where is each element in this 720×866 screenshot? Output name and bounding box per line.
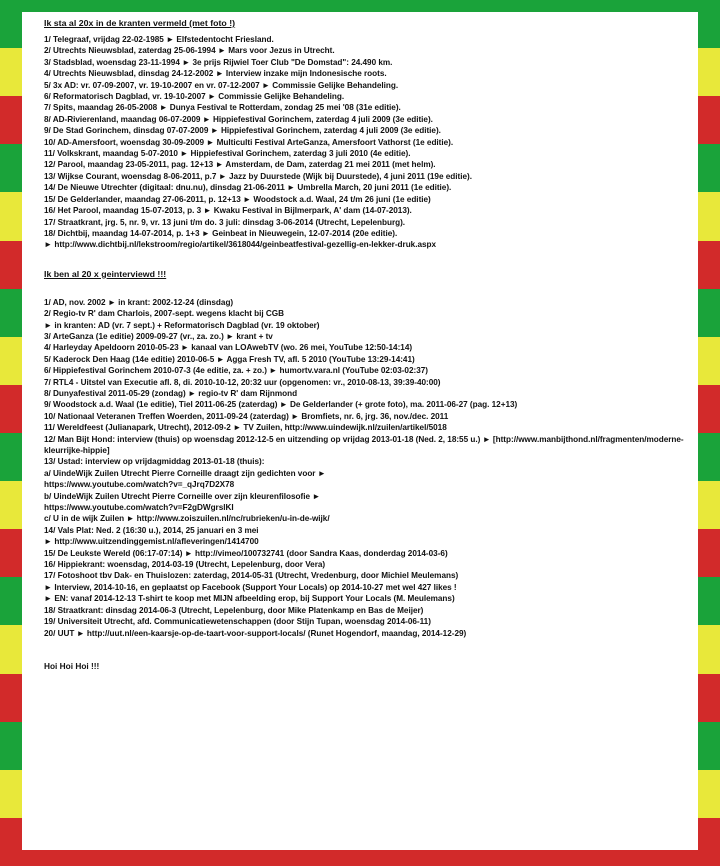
list-item: 10/ Nationaal Veteranen Treffen Woerden, 2011-09-24 (zaterdag) ► Bromfiets, nr. 6, jrg. 36, nov./dec. 2011	[44, 411, 449, 421]
list-item: 5/ Kaderock Den Haag (14e editie) 2010-06-5 ► Agga Fresh TV, afl. 5 2010 (YouTube 13:29-14:41)	[44, 354, 415, 364]
list-item: https://www.youtube.com/watch?v=F2gDWgrslKI	[44, 503, 234, 513]
list-item: 9/ De Stad Gorinchem, dinsdag 07-07-2009 ► Hippiefestival Gorinchem, zaterdag 4 juli 2009 (3e editie).	[44, 126, 441, 136]
list-item: 1/ AD, nov. 2002 ► in krant: 2002-12-24 (dinsdag)	[44, 297, 234, 307]
list-item: 14/ Vals Plat: Ned. 2 (16:30 u.), 2014, 25 januari en 3 mei	[44, 525, 259, 535]
list-item: https://www.youtube.com/watch?v=_qJrq7D2X78	[44, 480, 235, 490]
list-item: 5/ 3x AD: vr. 07-09-2007, vr. 19-10-2007 en vr. 07-12-2007 ► Commissie Gelijke Behandeling.	[44, 80, 399, 90]
list-item: 4/ Harleyday Apeldoorn 2010-05-23 ► kanaal van LOAwebTV (wo. 26 mei, YouTube 12:50-14:14)	[44, 343, 413, 353]
list-item: 6/ Reformatorisch Dagblad, vr. 19-10-2007 ► Commissie Gelijke Behandeling.	[44, 92, 345, 102]
list-item: 14/ De Nieuwe Utrechter (digitaal: dnu.nu), dinsdag 21-06-2011 ► Umbrella March, 20 juni 2011 (1e editie).	[44, 183, 452, 193]
list-item: 17/ Fotoshoot tbv Dak- en Thuislozen: zaterdag, 2014-05-31 (Utrecht, Vredenburg, door Michiel Meulemans)	[44, 571, 459, 581]
list-item: 2/ Utrechts Nieuwsblad, zaterdag 25-06-1994 ► Mars voor Jezus in Utrecht.	[44, 46, 335, 56]
list-item: 20/ UUT ► http://uut.nl/een-kaarsje-op-de-taart-voor-support-locals/ (Runet Hogendorf, maandag, 2014-12-29)	[44, 628, 467, 638]
interview-section-heading: Ik ben al 20 x geinterviewd !!!	[44, 268, 167, 279]
list-item: c/ U in de wijk Zuilen ► http://www.zoiszuilen.nl/nc/rubrieken/u-in-de-wijk/	[44, 514, 330, 524]
list-item: 3/ ArteGanza (1e editie) 2009-09-27 (vr., za. zo.) ► krant + tv	[44, 331, 273, 341]
list-item: 11/ Wereldfeest (Julianapark, Utrecht), 2012-09-2 ► TV Zuilen, http://www.uindewijk.nl/zuilen/artikel/5018	[44, 423, 447, 433]
list-item: 15/ De Gelderlander, maandag 27-06-2011, p. 12+13 ► Woodstock a.d. Waal, 24 t/m 26 juni (1e editie)	[44, 194, 431, 204]
list-item: 4/ Utrechts Nieuwsblad, dinsdag 24-12-2002 ► Interview inzake mijn Indonesische roots.	[44, 69, 387, 79]
list-item: 17/ Straatkrant, jrg. 5, nr. 9, vr. 13 juni t/m do. 3 juli: dinsdag 3-06-2014 (Utrecht, Lepelenburg).	[44, 217, 406, 227]
list-item: 8/ Dunyafestival 2011-05-29 (zondag) ► regio-tv R' dam Rijnmond	[44, 388, 298, 398]
list-item: 2/ Regio-tv R' dam Charlois, 2007-sept. wegens klacht bij CGB	[44, 309, 285, 319]
closing-line: Hoi Hoi Hoi !!!	[44, 660, 100, 671]
list-item: ► Interview, 2014-10-16, en geplaatst op Facebook (Support Your Locals) op 2014-10-27 met wel 427 likes !	[44, 582, 457, 592]
list-item: 3/ Stadsblad, woensdag 23-11-1994 ► 3e prijs Rijwiel Toer Club "De Domstad": 24.490 km.	[44, 57, 393, 67]
document-page	[22, 12, 698, 850]
list-item: ► http://www.uitzendinggemist.nl/afleveringen/1414700	[44, 537, 259, 547]
list-item: ► in kranten: AD (vr. 7 sept.) + Reformatorisch Dagblad (vr. 19 oktober)	[44, 320, 320, 330]
list-item: 16/ Het Parool, maandag 15-07-2013, p. 3 ► Kwaku Festival in Bijlmerpark, A' dam (14-07-2013).	[44, 206, 412, 216]
list-item: 13/ Wijkse Courant, woensdag 8-06-2011, p.7 ► Jazz by Duurstede (Wijk bij Duurstede), 4 juni 2011 (19e editie).	[44, 171, 472, 181]
list-item: 13/ Ustad: interview op vrijdagmiddag 2013-01-18 (thuis):	[44, 457, 265, 467]
newspaper-section-heading: Ik sta al 20x in de kranten vermeld (met foto !)	[44, 18, 236, 28]
list-item: 9/ Woodstock a.d. Waal (1e editie), Tiel 2011-06-25 (zaterdag) ► De Gelderlander (+ grote foto), ma. 2011-06-27 (pag. 12+13)	[44, 400, 518, 410]
list-item: 18/ Straatkrant: dinsdag 2014-06-3 (Utrecht, Lepelenburg, door Mike Platenkamp en Bas de Meijer)	[44, 605, 424, 615]
newspaper-mentions-list	[44, 34, 692, 251]
list-item: 19/ Universiteit Utrecht, afd. Communicatiewetenschappen (door Stijn Tupan, woensdag 2014-06-11)	[44, 617, 431, 627]
list-item: 8/ AD-Rivierenland, maandag 06-07-2009 ► Hippiefestival Gorinchem, zaterdag 4 juli 2009 (3e editie).	[44, 114, 433, 124]
list-item: 10/ AD-Amersfoort, woensdag 30-09-2009 ► Multiculti Festival ArteGanza, Amersfoort Vathorst (1e editie).	[44, 137, 454, 147]
list-item: 12/ Parool, maandag 23-05-2011, pag. 12+13 ► Amsterdam, de Dam, zaterdag 21 mei 2011 (met helm).	[44, 160, 436, 170]
list-item: 11/ Volkskrant, maandag 5-07-2010 ► Hippiefestival Gorinchem, zaterdag 3 juli 2010 (4e editie).	[44, 149, 411, 159]
interviews-list	[44, 297, 692, 639]
list-item: ► http://www.dichtbij.nl/lekstroom/regio/artikel/3618044/geinbeatfestival-gezellig-en-lekker-druk.aspx	[44, 240, 437, 250]
list-item: 12/ Man Bijt Hond: interview (thuis) op woensdag 2012-12-5 en uitzending op vrijdag 2013-01-18 (Ned. 2, 18:55 u.) ► [http://www.manbijthond.nl/fragmenten/moderne-kleurrijke-hippie]	[44, 434, 684, 455]
list-item: 15/ De Leukste Wereld (06:17-07:14) ► http://vimeo/100732741 (door Sandra Kaas, donderdag 2014-03-6)	[44, 548, 448, 558]
list-item: 7/ RTL4 - Uitstel van Executie afl. 8, di. 2010-10-12, 20:32 uur (opgenomen: vr., 2010-08-13, 39:39-40:00)	[44, 377, 441, 387]
list-item: 7/ Spits, maandag 26-05-2008 ► Dunya Festival te Rotterdam, zondag 25 mei '08 (31e editie).	[44, 103, 401, 113]
list-item: ► EN: vanaf 2014-12-13 T-shirt te koop met MIJN afbeelding erop, bij Support Your Locals (M. Meulemans)	[44, 594, 455, 604]
list-item: 1/ Telegraaf, vrijdag 22-02-1985 ► Elfstedentocht Friesland.	[44, 35, 274, 44]
list-item: a/ UindeWijk Zuilen Utrecht Pierre Corneille draagt zijn gedichten voor ►	[44, 468, 326, 478]
list-item: 18/ Dichtbij, maandag 14-07-2014, p. 1+3 ► Geinbeat in Nieuwegein, 12-07-2014 (20e editie).	[44, 228, 398, 238]
list-item: b/ UindeWijk Zuilen Utrecht Pierre Corneille over zijn kleurenfilosofie ►	[44, 491, 321, 501]
list-item: 16/ Hippiekrant: woensdag, 2014-03-19 (Utrecht, Lepelenburg, door Vera)	[44, 560, 326, 570]
list-item: 6/ Hippiefestival Gorinchem 2010-07-3 (4e editie, za. + zo.) ► humortv.vara.nl (YouTube 02:03-02:37)	[44, 366, 428, 376]
